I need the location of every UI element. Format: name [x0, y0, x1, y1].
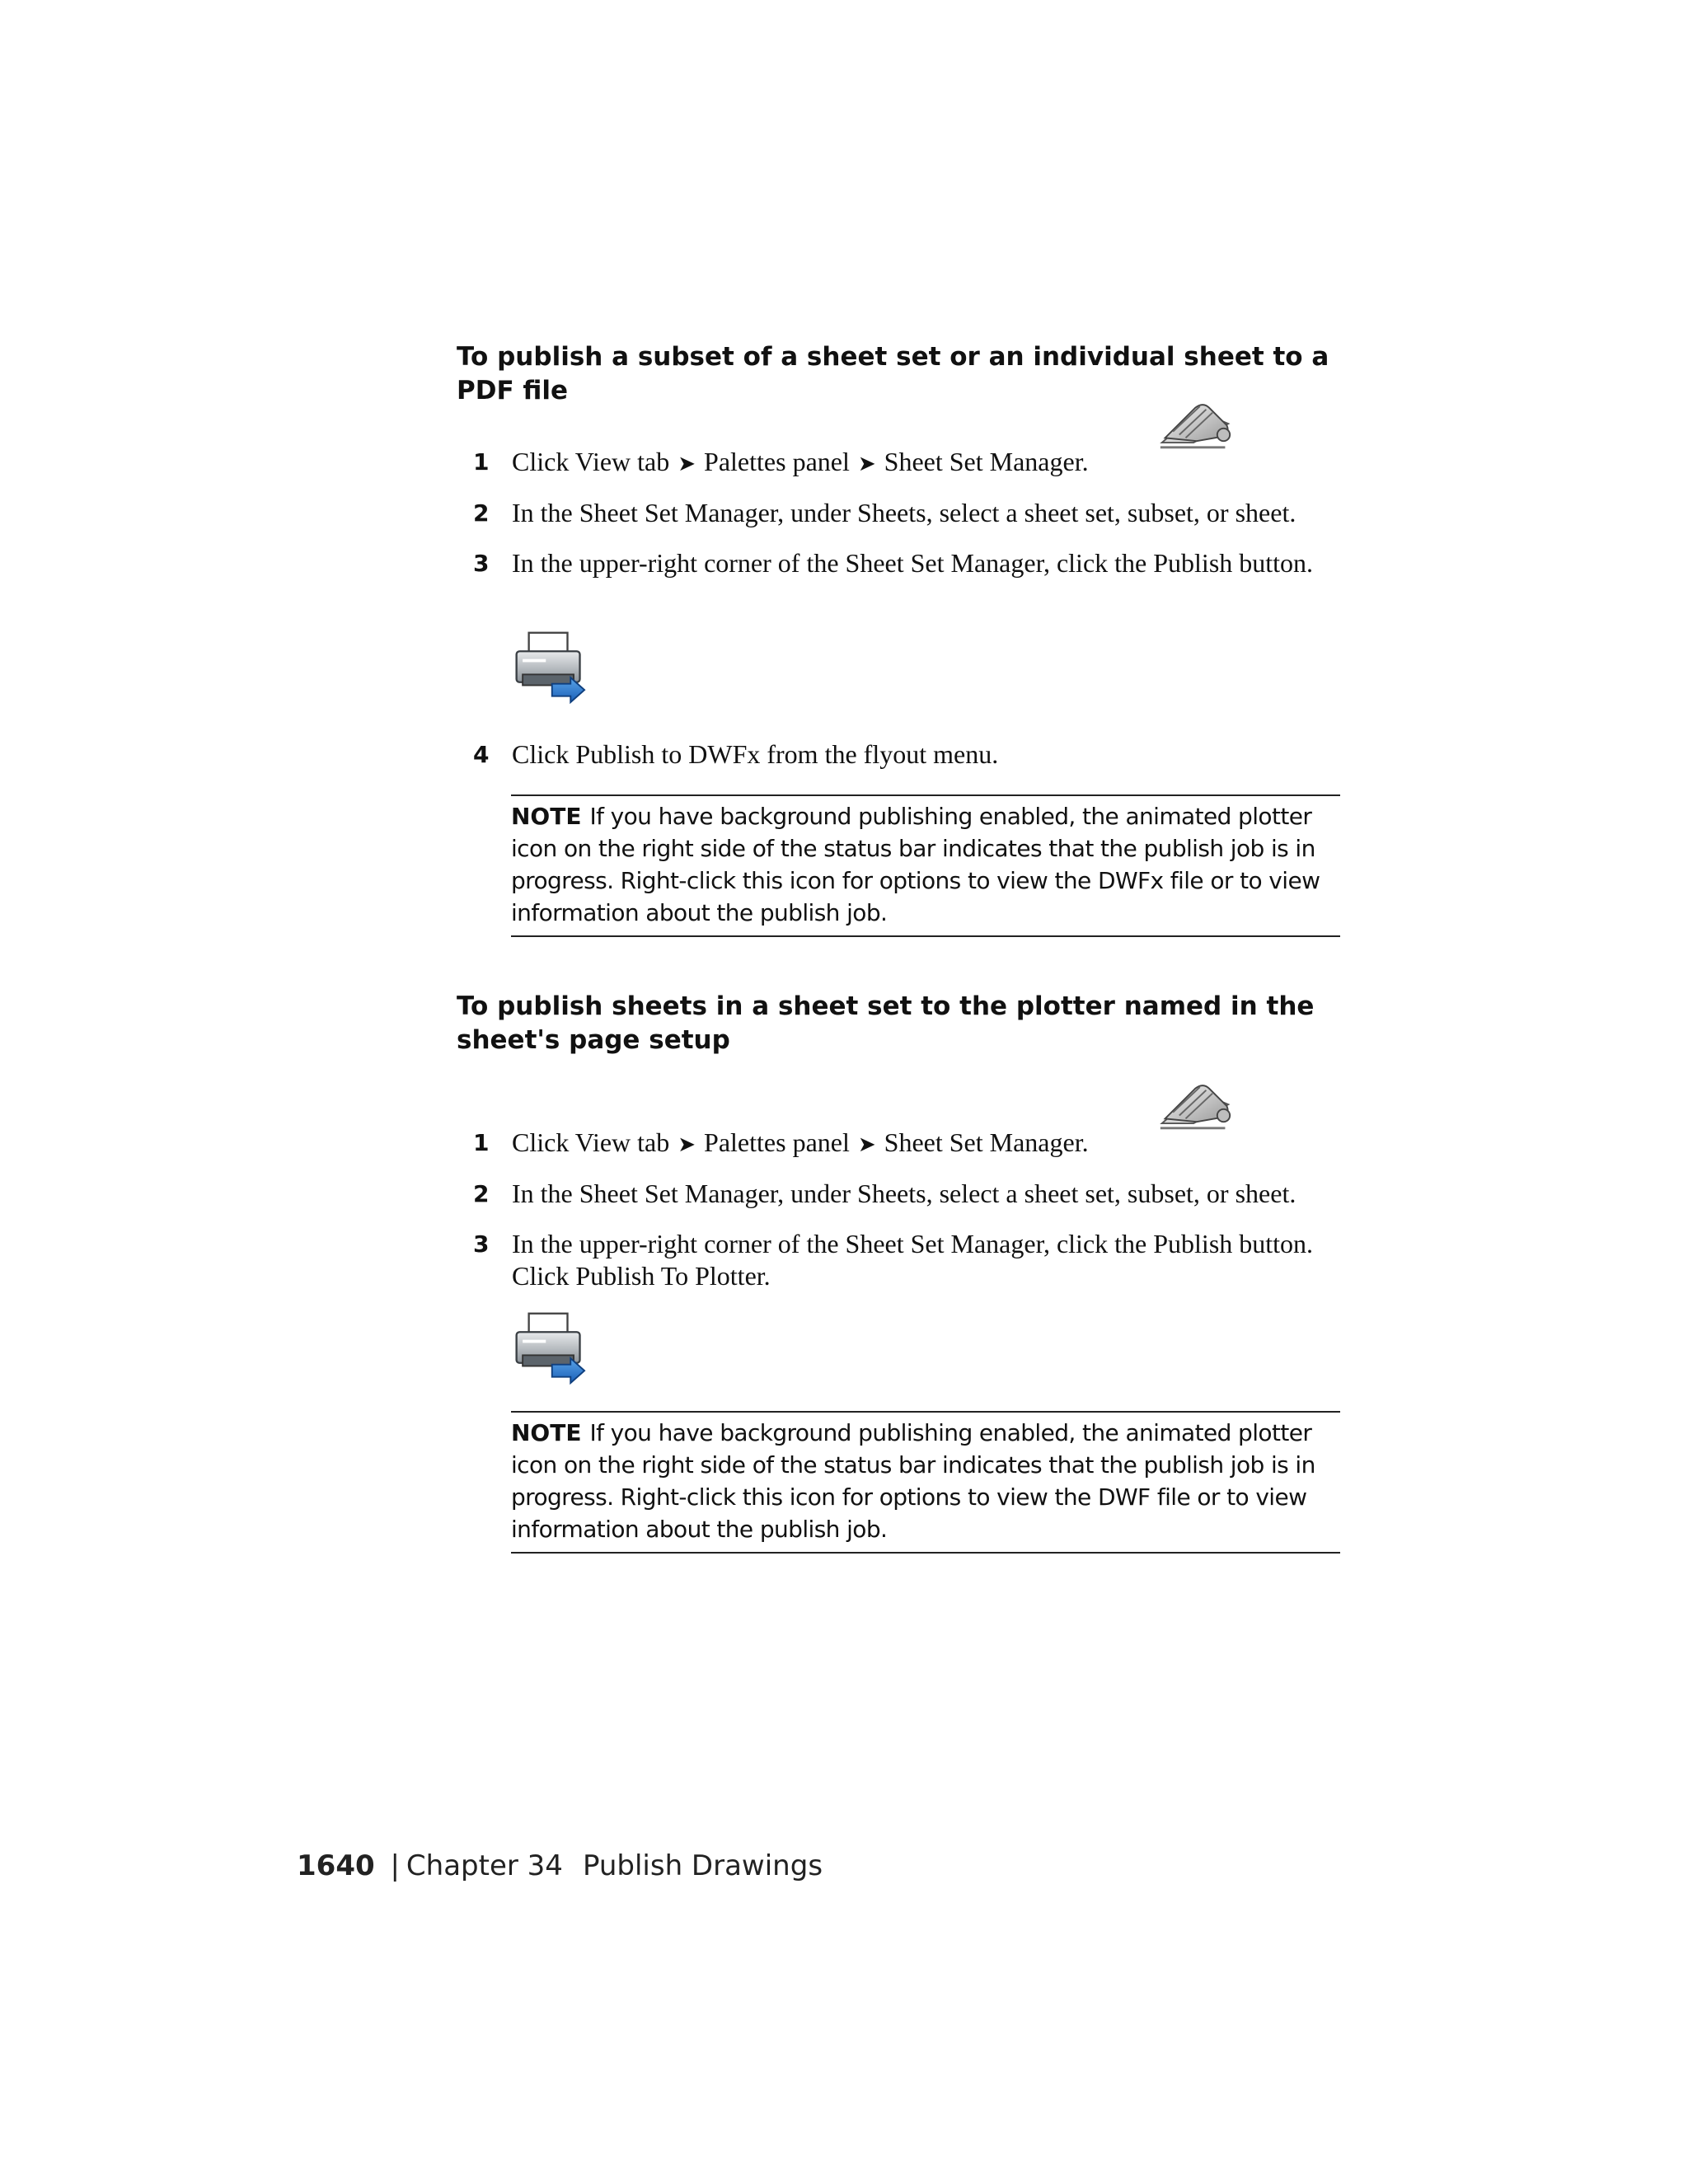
publish-printer-icon — [509, 1310, 588, 1385]
note-box — [511, 794, 1340, 937]
sheet-set-manager-link: Sheet Set Manager. — [884, 1127, 1089, 1157]
sheet-set-manager-icon — [1157, 1080, 1233, 1132]
section-heading-pdf: To publish a subset of a sheet set or an individual sheet to a PDF file — [457, 342, 1329, 405]
step-number: 4 — [473, 741, 490, 768]
step-text: In the upper-right corner of the Sheet Set Manager, click the Publish button. — [512, 548, 1314, 578]
palettes-panel-link: Palettes panel — [704, 1127, 850, 1157]
step-text: Click Publish to DWFx from the flyout menu. — [512, 739, 999, 769]
note-box — [511, 1411, 1340, 1554]
step-number: 3 — [473, 550, 490, 577]
view-tab-link: Click View tab — [512, 1127, 670, 1157]
publish-printer-icon — [509, 630, 588, 704]
footer-separator: | — [390, 1849, 400, 1882]
palettes-panel-link: Palettes panel — [704, 447, 850, 476]
note-text: If you have background publishing enabled, the animated plotter icon on the right side of the status bar indicates that the publish job is in progress. Right-click this icon for options to view the DWFx file or to view information about the publish job. — [511, 803, 1320, 926]
step-text: In the upper-right corner of the Sheet Set Manager, click the Publish button. Click Publish To Plotter. — [512, 1229, 1314, 1291]
step-text: In the Sheet Set Manager, under Sheets, select a sheet set, subset, or sheet. — [512, 1179, 1296, 1208]
section-heading-plotter: To publish sheets in a sheet set to the plotter named in the sheet's page setup — [457, 991, 1315, 1055]
step-number: 3 — [473, 1230, 490, 1258]
arrow-right-icon: ➤ — [857, 1132, 876, 1157]
sheet-set-manager-link: Sheet Set Manager. — [884, 447, 1089, 476]
step-number: 1 — [473, 448, 490, 476]
step-number: 2 — [473, 1180, 490, 1207]
note-text: If you have background publishing enabled, the animated plotter icon on the right side of the status bar indicates that the publish job is in progress. Right-click this icon for options to view the DWF file or to view information about the publish job. — [511, 1419, 1315, 1543]
step-number: 1 — [473, 1129, 490, 1156]
view-tab-link: Click View tab — [512, 447, 670, 476]
step-number: 2 — [473, 499, 490, 527]
sheet-set-manager-icon — [1157, 399, 1233, 452]
arrow-right-icon: ➤ — [678, 452, 696, 476]
page-number: 1640 — [297, 1849, 375, 1882]
note-label: NOTE — [511, 1419, 582, 1446]
arrow-right-icon: ➤ — [857, 452, 876, 476]
chapter-label: Chapter 34 — [406, 1849, 563, 1882]
note-label: NOTE — [511, 803, 582, 830]
arrow-right-icon: ➤ — [678, 1132, 696, 1157]
page-footer — [297, 1848, 823, 1884]
step-text: In the Sheet Set Manager, under Sheets, select a sheet set, subset, or sheet. — [512, 498, 1296, 527]
chapter-title: Publish Drawings — [582, 1849, 823, 1882]
